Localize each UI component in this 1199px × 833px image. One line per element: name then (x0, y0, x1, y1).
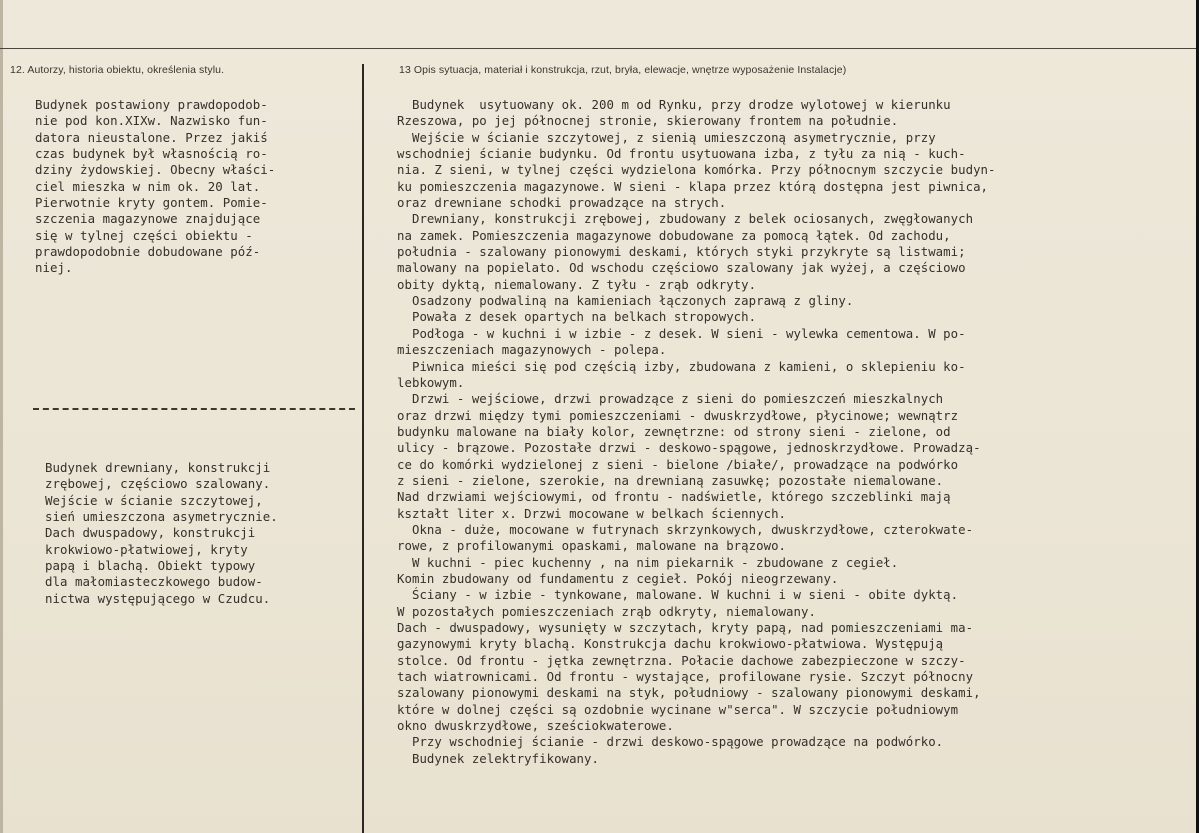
description-line: rowe, z profilowanymi opaskami, malowane na brązowo. (397, 539, 787, 554)
top-rule (0, 48, 1196, 49)
description-line: ulicy - brązowe. Pozostałe drzwi - deskowo-spągowe, jednoskrzydłowe. Prowadzą- (397, 441, 981, 456)
style-text (45, 460, 278, 607)
description-line: które w dolnej części są ozdobnie wycinane w"serca". W szczycie południowym (397, 702, 959, 717)
description-line: lebkowym. (397, 375, 465, 390)
description-line: kształt liter x. Drzwi mocowane w belkach ściennych. (397, 506, 787, 521)
style-line: Budynek drewniany, konstrukcji (45, 460, 271, 475)
dashed-separator (33, 408, 355, 410)
description-line: Wejście w ścianie szczytowej, z sienią umieszczoną asymetrycznie, przy (397, 130, 936, 145)
description-line: z sieni - zielone, szerokie, na drewnianą zasuwkę; pozostałe niemalowane. (397, 473, 944, 488)
section-13-header: 13 Opis sytuacja, materiał i konstrukcja, rzut, bryła, elewacje, wnętrze wyposażenie Instalacje) (399, 64, 847, 76)
description-line: Budynek usytuowany ok. 200 m od Rynku, przy drodze wylotowej w kierunku (397, 98, 951, 112)
description-line: Powała z desek opartych na belkach stropowych. (397, 310, 757, 325)
description-line: Podłoga - w kuchni i w izbie - z desek. W sieni - wylewka cementowa. W po- (397, 326, 966, 341)
description-line: W pozostałych pomieszczeniach zrąb odkryty, niemalowany. (397, 604, 816, 619)
style-line: Wejście w ścianie szczytowej, (45, 492, 263, 508)
description-line: ku pomieszczenia magazynowe. W sieni - klapa przez którą dostępna jest piwnica, (397, 179, 989, 194)
description-line: nia. Z sieni, w tylnej części wydzielona komórka. Przy północnym szczycie budyn- (397, 163, 996, 178)
description-line: Budynek zelektryfikowany. (397, 751, 600, 766)
column-divider (362, 64, 364, 833)
style-line: nictwa występującego w Czudcu. (45, 590, 271, 606)
description-line: Drzwi - wejściowe, drzwi prowadzące z sieni do pomieszczeń mieszkalnych (397, 392, 944, 407)
description-line: tach wiatrownicami. Od frontu - wystające, profilowane rysie. Szczyt północny (397, 670, 974, 685)
history-line: dziny żydowskiej. Obecny właści- (35, 162, 276, 178)
style-line: sień umieszczona asymetrycznie. (45, 509, 278, 525)
description-line: Dach - dwuspadowy, wysunięty w szczytach, kryty papą, nad pomieszczeniami ma- (397, 621, 974, 635)
description-line: oraz drewniane schodki prowadzące na strych. (397, 196, 727, 211)
style-line: dla małomiasteczkowego budow- (45, 574, 263, 590)
description-line: Okna - duże, mocowane w futrynach skrzynkowych, dwuskrzydłowe, czterokwate- (397, 522, 974, 537)
history-line: datora nieustalone. Przez jakiś (35, 129, 268, 145)
description-line: oraz drzwi między tymi pomieszczeniami - dwuskrzydłowe, płycinowe; wewnątrz (397, 408, 959, 423)
description-line: szalowany pionowymi deskami na styk, południowy - szalowany pionowymi deskami, (397, 686, 981, 701)
description-line: ce do komórki wydzielonej z sieni - bielone /białe/, prowadzące na podwórko (397, 457, 959, 472)
description-line: Drewniany, konstrukcji zrębowej, zbudowany z belek ociosanych, zwęgłowanych (397, 212, 974, 227)
history-line: ciel mieszka w nim ok. 20 lat. (35, 178, 261, 194)
history-line: Pierwotnie kryty gontem. Pomie- (35, 195, 268, 211)
history-line: Budynek postawiony prawdopodob- (35, 97, 268, 112)
description-line: malowany na popielato. Od wschodu częściowo szalowany jak wyżej, a częściowo (397, 261, 966, 276)
description-line: Ściany - w izbie - tynkowane, malowane. W kuchni i w sieni - obite dyktą. (397, 588, 959, 603)
description-line: Piwnica mieści się pod częścią izby, zbudowana z kamieni, o sklepieniu ko- (397, 359, 966, 374)
description-line: Osadzony podwaliną na kamieniach łączonych zaprawą z gliny. (397, 294, 854, 309)
history-line: prawdopodobnie dobudowane póź- (35, 244, 261, 260)
description-line: okno dwuskrzydłowe, sześciokwaterowe. (397, 719, 674, 734)
description-line: gazynowymi kryty blachą. Konstrukcja dachu krokwiowo-płatwiowa. Występują (397, 637, 944, 652)
style-line: Dach dwuspadowy, konstrukcji (45, 525, 256, 541)
description-line: W kuchni - piec kuchenny , na nim piekarnik - zbudowane z cegieł. (397, 555, 899, 570)
description-line: stolce. Od frontu - jętka zewnętrzna. Połacie dachowe zabezpieczone w szczy- (397, 653, 966, 668)
history-line: niej. (35, 260, 73, 276)
description-line: Komin zbudowany od fundamentu z cegieł. Pokój nieogrzewany. (397, 571, 839, 586)
description-line: Rzeszowa, po jej północnej stronie, skierowany frontem na południe. (397, 114, 899, 129)
left-edge (0, 0, 3, 833)
description-text (397, 97, 996, 767)
description-line: wschodniej ścianie budynku. Od frontu usytuowana izba, z tyłu za nią - kuch- (397, 147, 966, 162)
history-line: czas budynek był własnością ro- (35, 146, 268, 162)
description-line: mieszczeniach magazynowych - polepa. (397, 343, 667, 358)
description-line: Nad drzwiami wejściowymi, od frontu - nadświetle, którego szczeblinki mają (397, 490, 951, 505)
description-line: na zamek. Pomieszczenia magazynowe dobudowane za pomocą łątek. Od zachodu, (397, 228, 951, 243)
style-line: zrębowej, częściowo szalowany. (45, 476, 271, 492)
description-line: południa - szalowany pionowymi deskami, których styki przykryte są listwami; (397, 245, 966, 260)
description-line: Przy wschodniej ścianie - drzwi deskowo-spągowe prowadzące na podwórko. (397, 735, 944, 750)
style-line: papą i blachą. Obiekt typowy (45, 558, 256, 574)
section-12-header: 12. Autorzy, historia obiektu, określenia stylu. (10, 64, 225, 76)
history-text (35, 97, 275, 277)
description-line: obity dyktą, niemalowany. Z tyłu - zrąb odkryty. (397, 277, 757, 292)
style-line: krokwiowo-płatwiowej, kryty (45, 541, 248, 557)
description-line: budynku malowane na biały kolor, zewnętrzne: od strony sieni - zielone, od (397, 424, 951, 439)
history-line: nie pod kon.XIXw. Nazwisko fun- (35, 113, 268, 129)
history-line: się w tylnej części obiektu - (35, 227, 253, 243)
history-line: szczenia magazynowe znajdujące (35, 211, 261, 227)
